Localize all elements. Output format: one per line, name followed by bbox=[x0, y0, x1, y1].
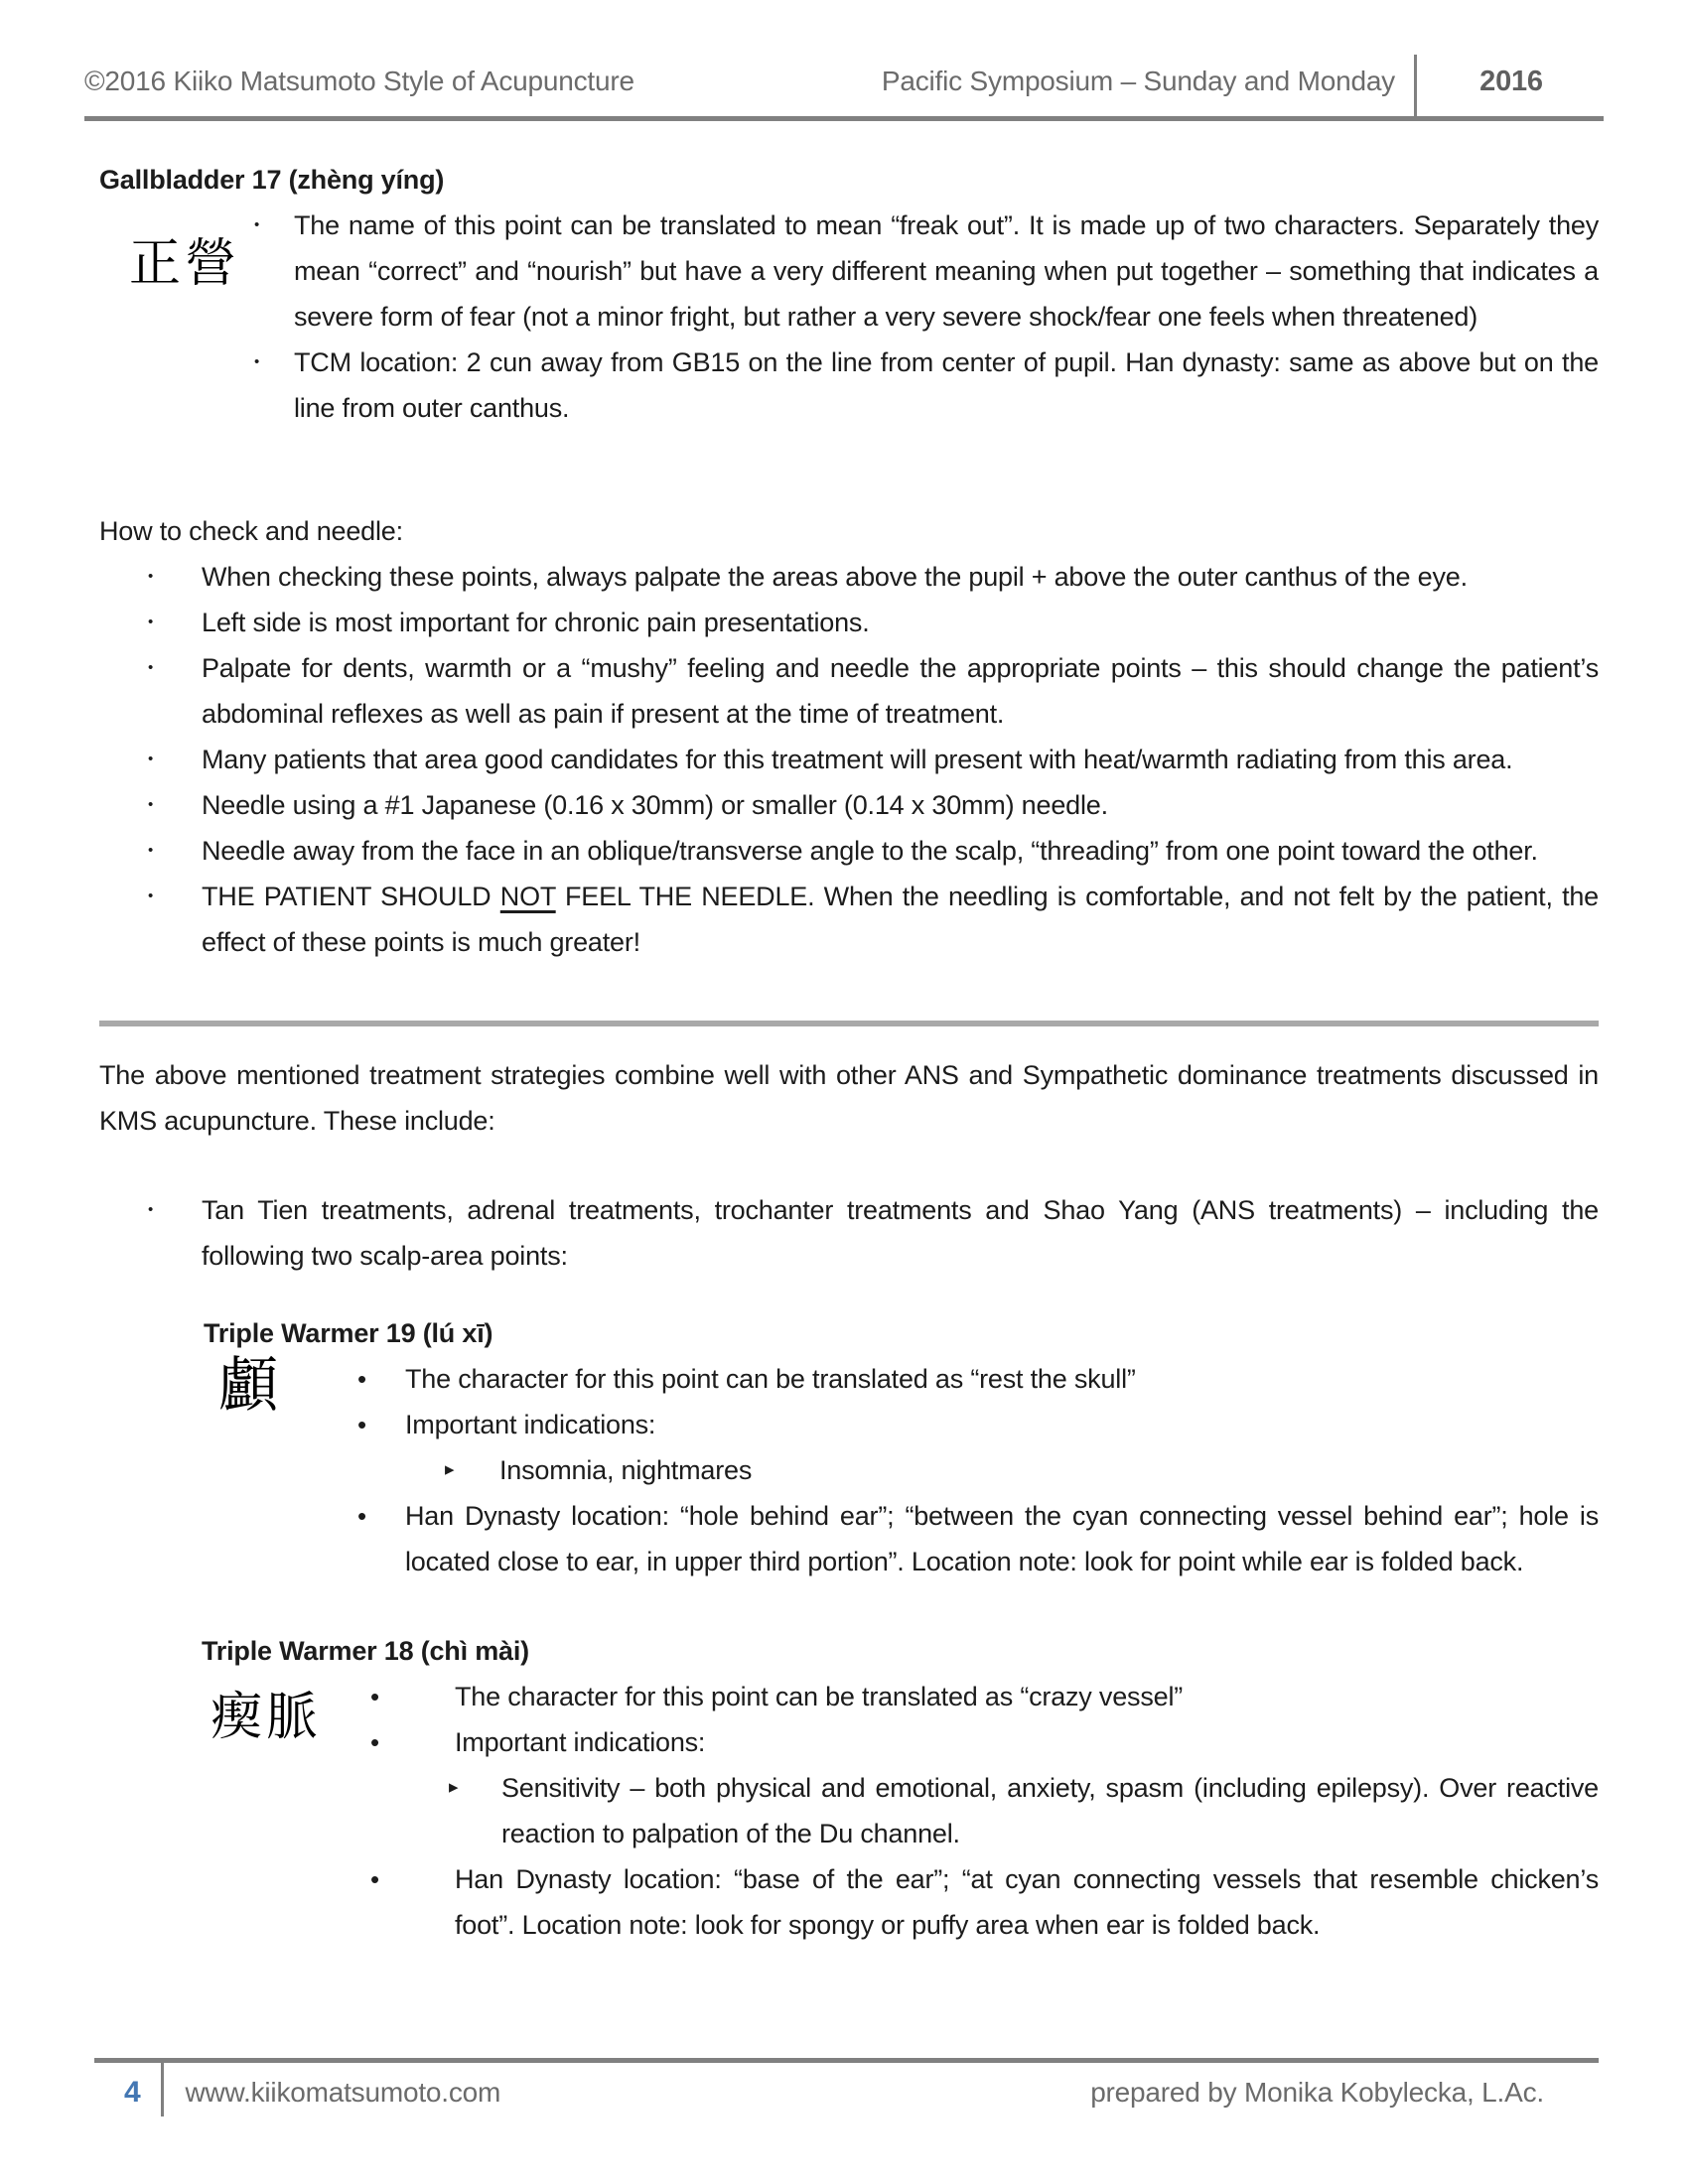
bullet-item bbox=[148, 554, 1599, 600]
emphasis-underlined: NOT bbox=[499, 882, 556, 911]
sub-bullet-text: Sensitivity – both physical and emotional, anxiety, spasm (including epilepsy). Over reactive reaction to palpation of the Du channel. bbox=[501, 1773, 1599, 1848]
bullet-item bbox=[148, 600, 1599, 645]
sub-bullet-icon: ▸ bbox=[449, 1777, 459, 1798]
section-triple-warmer-18 bbox=[99, 1628, 1599, 1948]
bullet-icon: • bbox=[148, 751, 154, 767]
bullet-text: The character for this point can be translated as “crazy vessel” bbox=[455, 1682, 1184, 1711]
bullet-text: Many patients that area good candidates for this treatment will present with heat/warmth radiating from this area. bbox=[202, 745, 1513, 774]
bullet-text: Needle using a #1 Japanese (0.16 x 30mm) or smaller (0.14 x 30mm) needle. bbox=[202, 790, 1108, 820]
bullet-item bbox=[254, 203, 1599, 340]
bullet-text: Needle away from the face in an oblique/transverse angle to the scalp, “threading” from one point toward the other. bbox=[202, 836, 1538, 866]
bullet-item bbox=[370, 1856, 1599, 1948]
hanzi-zheng-ying: 正營 bbox=[129, 234, 241, 294]
bullet-icon: • bbox=[357, 1410, 366, 1439]
header-event-title: Pacific Symposium – Sunday and Monday bbox=[881, 66, 1395, 96]
sub-bullet-item bbox=[445, 1447, 1599, 1493]
bullet-icon: • bbox=[148, 659, 154, 676]
bullet-item bbox=[148, 737, 1599, 782]
bullet-text: Han Dynasty location: “base of the ear”; “at cyan connecting vessels that resemble chicken’s foot”. Location note: look for spongy or puffy area when ear is folded back. bbox=[455, 1864, 1599, 1940]
bullet-text: Han Dynasty location: “hole behind ear”; “between the cyan connecting vessel behind ear”; hole is located close to ear, in upper third portion”. Location note: look for point while ear is folded back. bbox=[405, 1501, 1599, 1576]
bullet-text: Important indications: bbox=[455, 1727, 706, 1757]
bullet-text: Important indications: bbox=[405, 1410, 656, 1439]
bullet-text: Tan Tien treatments, adrenal treatments, trochanter treatments and Shao Yang (ANS treatments) – including the following two scalp-area points: bbox=[202, 1195, 1599, 1271]
section-how-to-check bbox=[99, 508, 1599, 965]
sub-bullet-item bbox=[449, 1765, 1599, 1856]
header-vertical-divider bbox=[1414, 55, 1417, 116]
bullet-item bbox=[148, 645, 1599, 737]
bullet-icon: • bbox=[148, 842, 154, 859]
bullet-item-emphasis bbox=[148, 874, 1599, 965]
header-year: 2016 bbox=[1479, 66, 1543, 97]
bullet-icon: • bbox=[370, 1864, 379, 1894]
page-number: 4 bbox=[124, 2076, 141, 2109]
bullet-item bbox=[357, 1356, 1599, 1402]
bullet-text: Left side is most important for chronic pain presentations. bbox=[202, 608, 870, 637]
bullet-text: When checking these points, always palpate the areas above the pupil + above the outer canthus of the eye. bbox=[202, 562, 1468, 592]
section-divider bbox=[99, 1021, 1599, 1026]
bullet-item bbox=[148, 828, 1599, 874]
document-body bbox=[99, 121, 1599, 1948]
bullet-icon: • bbox=[254, 216, 260, 233]
emphasis-pre: THE PATIENT SHOULD bbox=[202, 882, 500, 911]
bullet-icon: • bbox=[370, 1682, 379, 1711]
section-gallbladder-17 bbox=[99, 157, 1599, 431]
bullet-text: The name of this point can be translated to mean “freak out”. It is made up of two characters. Separately they mean “correct” and “nourish” but have a very different meaning when put together – something that indicates a severe form of fear (not a minor fright, but rather a very severe shock/fear one feels when threatened) bbox=[294, 210, 1599, 332]
bullet-item bbox=[148, 1187, 1599, 1279]
hanzi-chi-mai: 瘈脈 bbox=[211, 1688, 323, 1747]
page-header bbox=[84, 0, 1604, 121]
bullet-icon: • bbox=[148, 796, 154, 813]
bullet-text: TCM location: 2 cun away from GB15 on the line from center of pupil. Han dynasty: same as above but on the line from outer canthus. bbox=[294, 347, 1599, 423]
footer-prepared-by: prepared by Monika Kobylecka, L.Ac. bbox=[1090, 2077, 1544, 2108]
emphasis-post: FEEL THE NEEDLE. When the needling is comfortable, and not felt by the patient, the effect of these points is much greater! bbox=[202, 882, 1599, 957]
hanzi-lu: 顱 bbox=[218, 1351, 278, 1421]
bullet-icon: • bbox=[148, 614, 154, 630]
section-heading: Triple Warmer 18 (chì mài) bbox=[202, 1636, 529, 1666]
bullet-icon: • bbox=[254, 353, 260, 370]
section-triple-warmer-19 bbox=[99, 1310, 1599, 1584]
sub-bullet-text: Insomnia, nightmares bbox=[499, 1455, 753, 1485]
bullet-icon: • bbox=[148, 568, 154, 585]
bullet-text: Palpate for dents, warmth or a “mushy” feeling and needle the appropriate points – this should change the patient’s abdominal reflexes as well as pain if present at the time of treatment. bbox=[202, 653, 1599, 729]
section-combine bbox=[99, 1052, 1599, 1279]
bullet-item bbox=[148, 782, 1599, 828]
bullet-icon: • bbox=[148, 1201, 154, 1218]
bullet-text bbox=[202, 874, 1599, 965]
footer-website: www.kiikomatsumoto.com bbox=[185, 2077, 501, 2108]
bullet-item bbox=[357, 1402, 1599, 1447]
section-heading: How to check and needle: bbox=[99, 516, 403, 546]
bullet-icon: • bbox=[357, 1501, 366, 1531]
paragraph: The above mentioned treatment strategies combine well with other ANS and Sympathetic dominance treatments discussed in KMS acupuncture. These include: bbox=[99, 1060, 1599, 1136]
bullet-item bbox=[370, 1674, 1599, 1719]
sub-bullet-icon: ▸ bbox=[445, 1459, 455, 1480]
page-footer bbox=[94, 2058, 1599, 2116]
bullet-text: The character for this point can be translated as “rest the skull” bbox=[405, 1364, 1136, 1394]
bullet-icon: • bbox=[148, 887, 154, 904]
section-heading: Gallbladder 17 (zhèng yíng) bbox=[99, 165, 445, 195]
section-heading: Triple Warmer 19 (lú xī) bbox=[204, 1318, 493, 1348]
bullet-item bbox=[357, 1493, 1599, 1584]
footer-vertical-divider bbox=[161, 2063, 164, 2116]
bullet-icon: • bbox=[357, 1364, 366, 1394]
bullet-item bbox=[254, 340, 1599, 431]
bullet-icon: • bbox=[370, 1727, 379, 1757]
bullet-item bbox=[370, 1719, 1599, 1765]
header-copyright: ©2016 Kiiko Matsumoto Style of Acupuncture bbox=[84, 66, 634, 96]
